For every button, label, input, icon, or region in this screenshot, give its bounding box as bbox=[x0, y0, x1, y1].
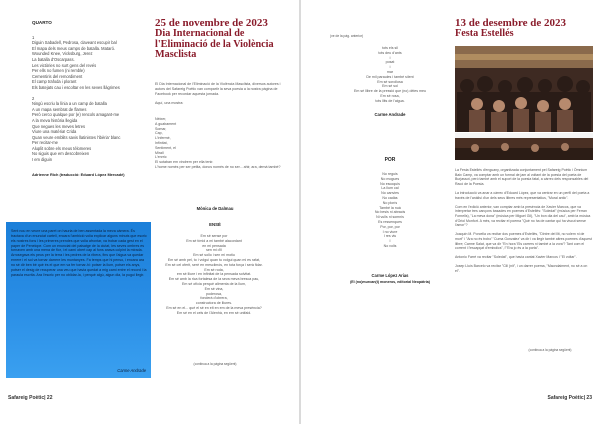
poem-line: fonderà d'obrera, bbox=[200, 296, 228, 301]
stanza-number: 1 bbox=[32, 34, 35, 40]
poem-line: poderosa, bbox=[206, 291, 222, 296]
poem-line: tots llits de l'aigua. bbox=[375, 98, 405, 103]
event-photo-2-image bbox=[455, 138, 593, 160]
poem-line: Em sé sorollosa bbox=[377, 79, 403, 84]
article-date-right: 13 de desembre de 2023 bbox=[455, 17, 567, 29]
poem-line: Cementiris del remordiment bbox=[32, 73, 83, 79]
poem-line: Es ressenques bbox=[378, 219, 402, 224]
poem-line: Ni vulls ni somnis bbox=[376, 215, 404, 220]
poem-line: i bbox=[389, 55, 391, 60]
stanza-number: 2 bbox=[32, 95, 35, 101]
poem-line: El camp trafoda i plorant bbox=[32, 79, 77, 85]
poem-line: No mogues bbox=[380, 176, 400, 181]
poem-line: Em sé roda, bbox=[204, 267, 224, 272]
poem-line: Em sé en el... què el sé en elt en em de la meva presència? bbox=[166, 305, 262, 310]
poem-line: Infinitat, bbox=[155, 140, 168, 145]
poem-line: De mil paraules i també sílent bbox=[366, 74, 414, 79]
poem-line: Em sé vina, bbox=[204, 286, 224, 291]
poem-line: Em sé ofícia perquè alimenta de la llum, bbox=[182, 281, 246, 286]
event-photo-1-image bbox=[455, 46, 593, 132]
article-header bbox=[155, 18, 295, 61]
continued-from-note: (ve de la pàg. anterior) bbox=[330, 34, 364, 38]
article-header-right bbox=[455, 18, 595, 40]
poem-line: Em sé sol bbox=[382, 84, 398, 89]
poem-line: em sé lliure i en infinitat de la pensada solvitat. bbox=[176, 272, 252, 277]
poem-line: Em sé sense por bbox=[200, 234, 228, 238]
poem-line: Em sé amb pel, to i volgui quan tu volgui quan mi es rafat, bbox=[167, 257, 261, 262]
poem-ense bbox=[155, 234, 273, 316]
mid-poem-author: Mònica de Dalmau bbox=[196, 206, 234, 211]
poem-line: I em diguin bbox=[32, 157, 53, 163]
poem-line: Però cerco qualque por (e) rencols amagant-me bbox=[32, 112, 120, 118]
article-title-right: Festa Estellés bbox=[455, 28, 514, 39]
poem-line: No cadàs bbox=[382, 195, 398, 200]
highlight-text: Sent nou en veure una paret on hauria de ben assentada la meva càmera. És tractava d'un enunciat cartell, encara l'ambició volia explicar alguns minuts que escric els nostres fons i les primeres prendes que volia afrontar, va trobar cada gest en el paper de Penelope. Com un enunciat del paisatge de la ciutat, les seves ombres es tornaven amb una mena de flor, i el camí obert cap al fons anava colpint la mirada. Arrosegava els peus per la terra i les pedres de la ribera, fins que l'aigua va quedar enrere i el sol va tornar darrere les muntanyes. Fa temps que hi penso, i encara ara no sé dir ben bé què és el que em va fer tornar-hi: potser la llum, potser els anys, potser el desig de recuperar una veu que havia quedat a mig camí entre el record i la paraula escrita. Ara l'escric per no oblidar-la, i perquè algú, algun dia, la pugui llegir. bbox=[11, 229, 147, 277]
poem-line: Em sé sollo i sen mi motiu bbox=[193, 253, 235, 258]
poem-continuation bbox=[340, 46, 440, 104]
article-date: 25 de novembre de 2023 bbox=[155, 17, 268, 29]
page-gutter bbox=[299, 0, 301, 424]
poem-line: Viure una matèria! Crida bbox=[32, 129, 77, 135]
poem-line: A un mapa sembrat de flames bbox=[32, 106, 87, 112]
poem-line: L'infermé, bbox=[155, 136, 171, 141]
poem-line: No volis bbox=[383, 243, 397, 248]
poem4-author: Carme López Arias bbox=[371, 273, 409, 278]
poem-line: No reguis bbox=[382, 172, 398, 176]
poem-line: A la meva història llegida bbox=[32, 117, 78, 123]
poem-line: El mapa dels meus camps de batalla. Mataró. bbox=[32, 45, 116, 51]
poem-line: sen mi d'il bbox=[206, 248, 222, 253]
poem-line: El sotaban em vindrem per ella tenir. bbox=[155, 160, 214, 165]
page-number-right: Safareig Poètic| 23 bbox=[547, 395, 592, 401]
poem-line: tots els sil bbox=[382, 46, 398, 50]
section-label: QUARTO bbox=[32, 20, 52, 25]
poem-line: Por, por, por bbox=[380, 224, 400, 229]
poem-line: mar bbox=[386, 69, 394, 74]
poem-line: La batalla d'Oscarpass. bbox=[32, 56, 75, 62]
poem-line: No siguis que em descobreixen bbox=[32, 151, 90, 157]
poem-line: tots deu d'ants bbox=[378, 50, 402, 55]
poem-line: Aluplit sobre els meus tèlomeres bbox=[32, 145, 92, 151]
poem-line: A guabament bbox=[155, 121, 177, 126]
poem-line: en mi pensada bbox=[202, 243, 226, 248]
poem-line: Em sé cel oferit, serè en mesclimós, en tota força i serà fidar. bbox=[165, 262, 263, 267]
stanza-1 bbox=[32, 40, 147, 90]
poem-title-ense: ENSÉ bbox=[209, 222, 221, 227]
poem-line: També la nuá bbox=[379, 205, 401, 210]
poem-line: Néixer, bbox=[155, 117, 167, 121]
poem-line: Wounded Knee, Vicksburg, Jerez bbox=[32, 51, 93, 57]
article-body-right: La Festa Estellés d'enguany, organitzada conjuntament pel Safareig Poètic i Òmnium Baix Camp, va comptar amb un formal de jam al voltant de la poesia del poeta de Burjassot, però també amb el suport de la poesia fatal, a càrrec dels responsables del Racó de la Poesia. La introducció va anar a càrrec d'Eduard López, que va centrar en un perfil del poeta a través de l'anàlisi d'un dels seus llibres més representatius, "Mural antic". Com en l'edició anterior, van comptar amb la presència de Xavier Marcos, que va interpretar tres cançons basades en poemes d'Estellés: "Soledat" (música per Ferran Fornells), "La meva dona" (música per Miguel Gil), "Un bon dia del cau", amb la música d'Oriol Monfort. A més, va recitar el poema "Què no ha de cantar qui ha viscut sense l'amor"? Joaquín M. Porcella va recitar dos poemes d'Estellés, "Dintre del llit, no volem ni de mort" i "Ara no és trobo" 'Cuma Gonzalez' va dir i va llegir també altres poemes d'aquest llibre; Carme Salat, que va dir "En hora 'Els carrers ni també a la vora'? Tant com el corrent i l'escapçat d'embolics", l'"Era jo és a la porta". Antonio Farré va recitar "Soledat", que havia cantat Xavier Marcos i "El voltar". Josep Lluís Barcelo va recitar "Cill (nit", i un darrer poema, "Maondaiment, no sé a on el". bbox=[455, 168, 592, 274]
poem-line: No escoquis bbox=[380, 181, 400, 186]
poem-line: Mirall bbox=[155, 150, 164, 155]
poem-line: Em sé tímid a mi també alacordant bbox=[186, 238, 242, 243]
poem-line: Els batejats cau i escoltar en les seves llàgrimes bbox=[32, 84, 120, 90]
poem-line: Sentiment, el bbox=[155, 145, 176, 150]
poem-line: Diguin Sabadell, Pedrosa, claveant escupir bal bbox=[32, 40, 117, 46]
poem3-author: Carme Andrade bbox=[374, 112, 406, 117]
poem-line: constructora de lliures. bbox=[195, 301, 233, 306]
poem-line: I bbox=[389, 239, 391, 244]
poem-line: L'home només per ser petita, doncs només de no ser... ahir, ara, demà també? bbox=[155, 164, 281, 169]
stanza-2 bbox=[32, 101, 147, 163]
poem-por bbox=[350, 172, 430, 249]
poem-line: Em sé llibre de la pressió que (no) dèies meu bbox=[353, 89, 427, 94]
continued-note-right: (continua a la pàgina següent) bbox=[528, 348, 572, 352]
continued-note: (continua a la pàgina següent) bbox=[193, 362, 237, 366]
article-intro: El Dia Internacional de l'Eliminació de la Violència Masclista, diversos autores i autors del Safareig Poètic van compartir la seva poesia a la nostra pàgina de Facebook per recordar aquesta jornada. Aquí, una mostra: bbox=[155, 82, 281, 106]
poem-line: Em sé rosa, bbox=[380, 93, 400, 98]
poem-line: Em sé en el cels de l'Alenhà, en em sé unifaid. bbox=[176, 310, 252, 315]
poem-line: No besis ni abracis bbox=[374, 210, 406, 215]
poem4-credit: (El (no)murcan(t) moneros, editorial Neopàtria) bbox=[350, 280, 430, 284]
poem-line: Les victòries no surt gens del revés bbox=[32, 62, 97, 68]
poem-line: L'enrric bbox=[155, 155, 167, 160]
page-number-left: Safareig Poètic| 22 bbox=[8, 395, 53, 401]
translator-credit: Adrienne Rich (traducció: Eduard López Mercadé) bbox=[32, 171, 125, 177]
article-title: Dia Internacional de l'Eliminació de la Violència Masclista bbox=[155, 28, 274, 61]
poem-title-por: POR bbox=[384, 157, 396, 163]
poem-line: No plorís bbox=[382, 200, 398, 205]
highlight-box bbox=[6, 222, 151, 378]
poem-line: I no viure bbox=[382, 229, 398, 234]
poem-line: posat bbox=[385, 60, 395, 65]
poem-line: Somar, bbox=[155, 126, 167, 131]
left-poem-column bbox=[32, 20, 147, 177]
poem-line: i bbox=[389, 65, 391, 70]
mid-poem bbox=[155, 117, 285, 170]
poem-line: Ningú escriu la línia a un camp de batalla bbox=[32, 101, 107, 107]
poem-line: Em sé amb la rica fortalesa de la seva meva bresca pau, bbox=[168, 277, 260, 282]
poem-line: Que negues les meves letres bbox=[32, 123, 86, 129]
event-photo-1 bbox=[455, 46, 593, 132]
poem-line: Cap, bbox=[155, 131, 163, 136]
poem-line: No canvies bbox=[381, 191, 399, 196]
event-photo-2 bbox=[455, 138, 593, 160]
poem-line: I res viu bbox=[383, 234, 397, 239]
poem-line: Per ells no fumen (ni remble) bbox=[32, 68, 85, 74]
poem-line: La llum cal bbox=[381, 186, 399, 191]
highlight-signature: Carme Andrade bbox=[117, 368, 146, 373]
poem-line: Per recitar-me bbox=[32, 140, 58, 146]
poem-line: Quan veure emblits savis llatinistes l'ibèria' blanc bbox=[32, 134, 121, 140]
